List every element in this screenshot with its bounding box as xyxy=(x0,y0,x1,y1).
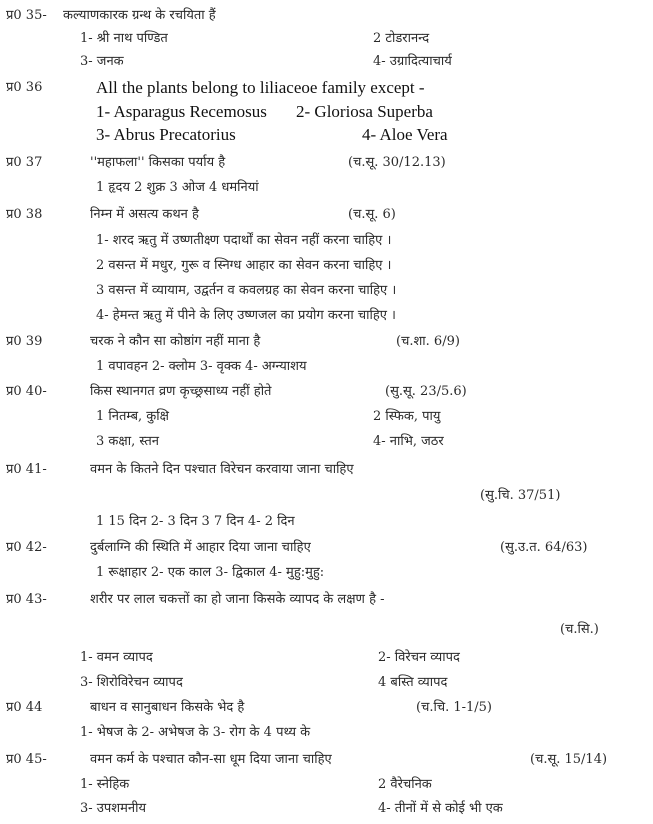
option: 3- Abrus Precatorius xyxy=(96,125,236,144)
option: 1- स्नेहिक xyxy=(80,777,130,792)
option: 2 स्फिक, पायु xyxy=(373,409,441,424)
option: 4 बस्ति व्यापद xyxy=(378,675,448,690)
question-stem: बाधन व सानुबाधन किसके भेद है xyxy=(90,700,245,715)
question-number: प्र0 45- xyxy=(6,752,47,767)
question-stem: किस स्थानगत व्रण कृच्छ्रसाध्य नहीं होते xyxy=(90,384,272,399)
option: 1- श्री नाथ पण्डित xyxy=(80,31,168,46)
option: 3- उपशमनीय xyxy=(80,801,147,816)
question-number: प्र0 42- xyxy=(6,540,47,555)
question-stem: निम्न में असत्य कथन है xyxy=(90,207,199,222)
option: 1 15 दिन 2- 3 दिन 3 7 दिन 4- 2 दिन xyxy=(96,514,295,529)
option: 1 हृदय 2 शुक्र 3 ओज 4 धमनियां xyxy=(96,180,259,195)
reference: (सु.उ.त. 64/63) xyxy=(500,540,588,555)
option: 3 वसन्त में व्यायाम, उद्वर्तन व कवलग्रह का सेवन करना चाहिए । xyxy=(96,283,397,298)
option: 2- Gloriosa Superba xyxy=(296,102,433,121)
question-stem: ''महाफला'' किसका पर्याय है xyxy=(90,155,226,170)
question-number: प्र0 37 xyxy=(6,155,43,170)
reference: (सु.सू. 23/5.6) xyxy=(385,384,467,399)
question-number: प्र0 41- xyxy=(6,462,47,477)
option: 1- भेषज के 2- अभेषज के 3- रोग के 4 पथ्य के xyxy=(80,725,311,740)
option: 4- नाभि, जठर xyxy=(373,434,444,449)
option: 2 टोडरानन्द xyxy=(373,31,430,46)
option: 3- जनक xyxy=(80,54,124,69)
question-number: प्र0 44 xyxy=(6,700,43,715)
option: 2- विरेचन व्यापद xyxy=(378,650,460,665)
question-number: प्र0 43- xyxy=(6,592,47,607)
reference: (सु.चि. 37/51) xyxy=(480,488,561,503)
question-stem: चरक ने कौन सा कोष्ठांग नहीं माना है xyxy=(90,334,261,349)
option: 1- वमन व्यापद xyxy=(80,650,153,665)
option: 4- उग्रादित्याचार्य xyxy=(373,54,452,69)
option: 3 कक्षा, स्तन xyxy=(96,434,160,449)
option: 4- Aloe Vera xyxy=(362,125,448,144)
question-number: प्र0 35- xyxy=(6,8,47,23)
question-stem: All the plants belong to liliaceoe family except - xyxy=(96,78,425,97)
question-number: प्र0 36 xyxy=(6,80,43,95)
question-number: प्र0 39 xyxy=(6,334,43,349)
option: 1 वपावहन 2- क्लोम 3- वृक्क 4- अग्न्याशय xyxy=(96,359,307,374)
option: 1- Asparagus Recemosus xyxy=(96,102,267,121)
reference: (च.चि. 1-1/5) xyxy=(416,700,493,715)
question-number: प्र0 40- xyxy=(6,384,47,399)
reference: (च.सू. 15/14) xyxy=(530,752,608,767)
option: 2 वैरेचनिक xyxy=(378,777,432,792)
reference: (च.सू. 6) xyxy=(348,207,396,222)
question-stem: कल्याणकारक ग्रन्थ के रचयिता हैं xyxy=(63,8,216,23)
question-stem: शरीर पर लाल चकत्तों का हो जाना किसके व्यापद के लक्षण है - xyxy=(90,592,385,607)
option: 3- शिरोविरेचन व्यापद xyxy=(80,675,183,690)
question-stem: वमन के कितने दिन पश्चात विरेचन करवाया जाना चाहिए xyxy=(90,462,354,477)
option: 1 नितम्ब, कुक्षि xyxy=(96,409,169,424)
option: 1- शरद ऋतु में उष्णतीक्ष्ण पदार्थों का सेवन नहीं करना चाहिए । xyxy=(96,233,392,248)
question-number: प्र0 38 xyxy=(6,207,43,222)
reference: (च.सू. 30/12.13) xyxy=(348,155,446,170)
option: 2 वसन्त में मधुर, गुरू व स्निग्ध आहार का सेवन करना चाहिए । xyxy=(96,258,392,273)
reference: (च.शा. 6/9) xyxy=(396,334,460,349)
option: 4- तीनों में से कोई भी एक xyxy=(378,801,503,816)
question-stem: दुर्बलाग्नि की स्थिति में आहार दिया जाना चाहिए xyxy=(90,540,311,555)
option: 4- हेमन्त ऋतु में पीने के लिए उष्णजल का प्रयोग करना चाहिए । xyxy=(96,308,396,323)
option: 1 रूक्षाहार 2- एक काल 3- द्विकाल 4- मुहु:मुहु: xyxy=(96,565,325,580)
question-stem: वमन कर्म के पश्चात कौन-सा धूम दिया जाना चाहिए xyxy=(90,752,332,767)
reference: (च.सि.) xyxy=(560,622,599,637)
